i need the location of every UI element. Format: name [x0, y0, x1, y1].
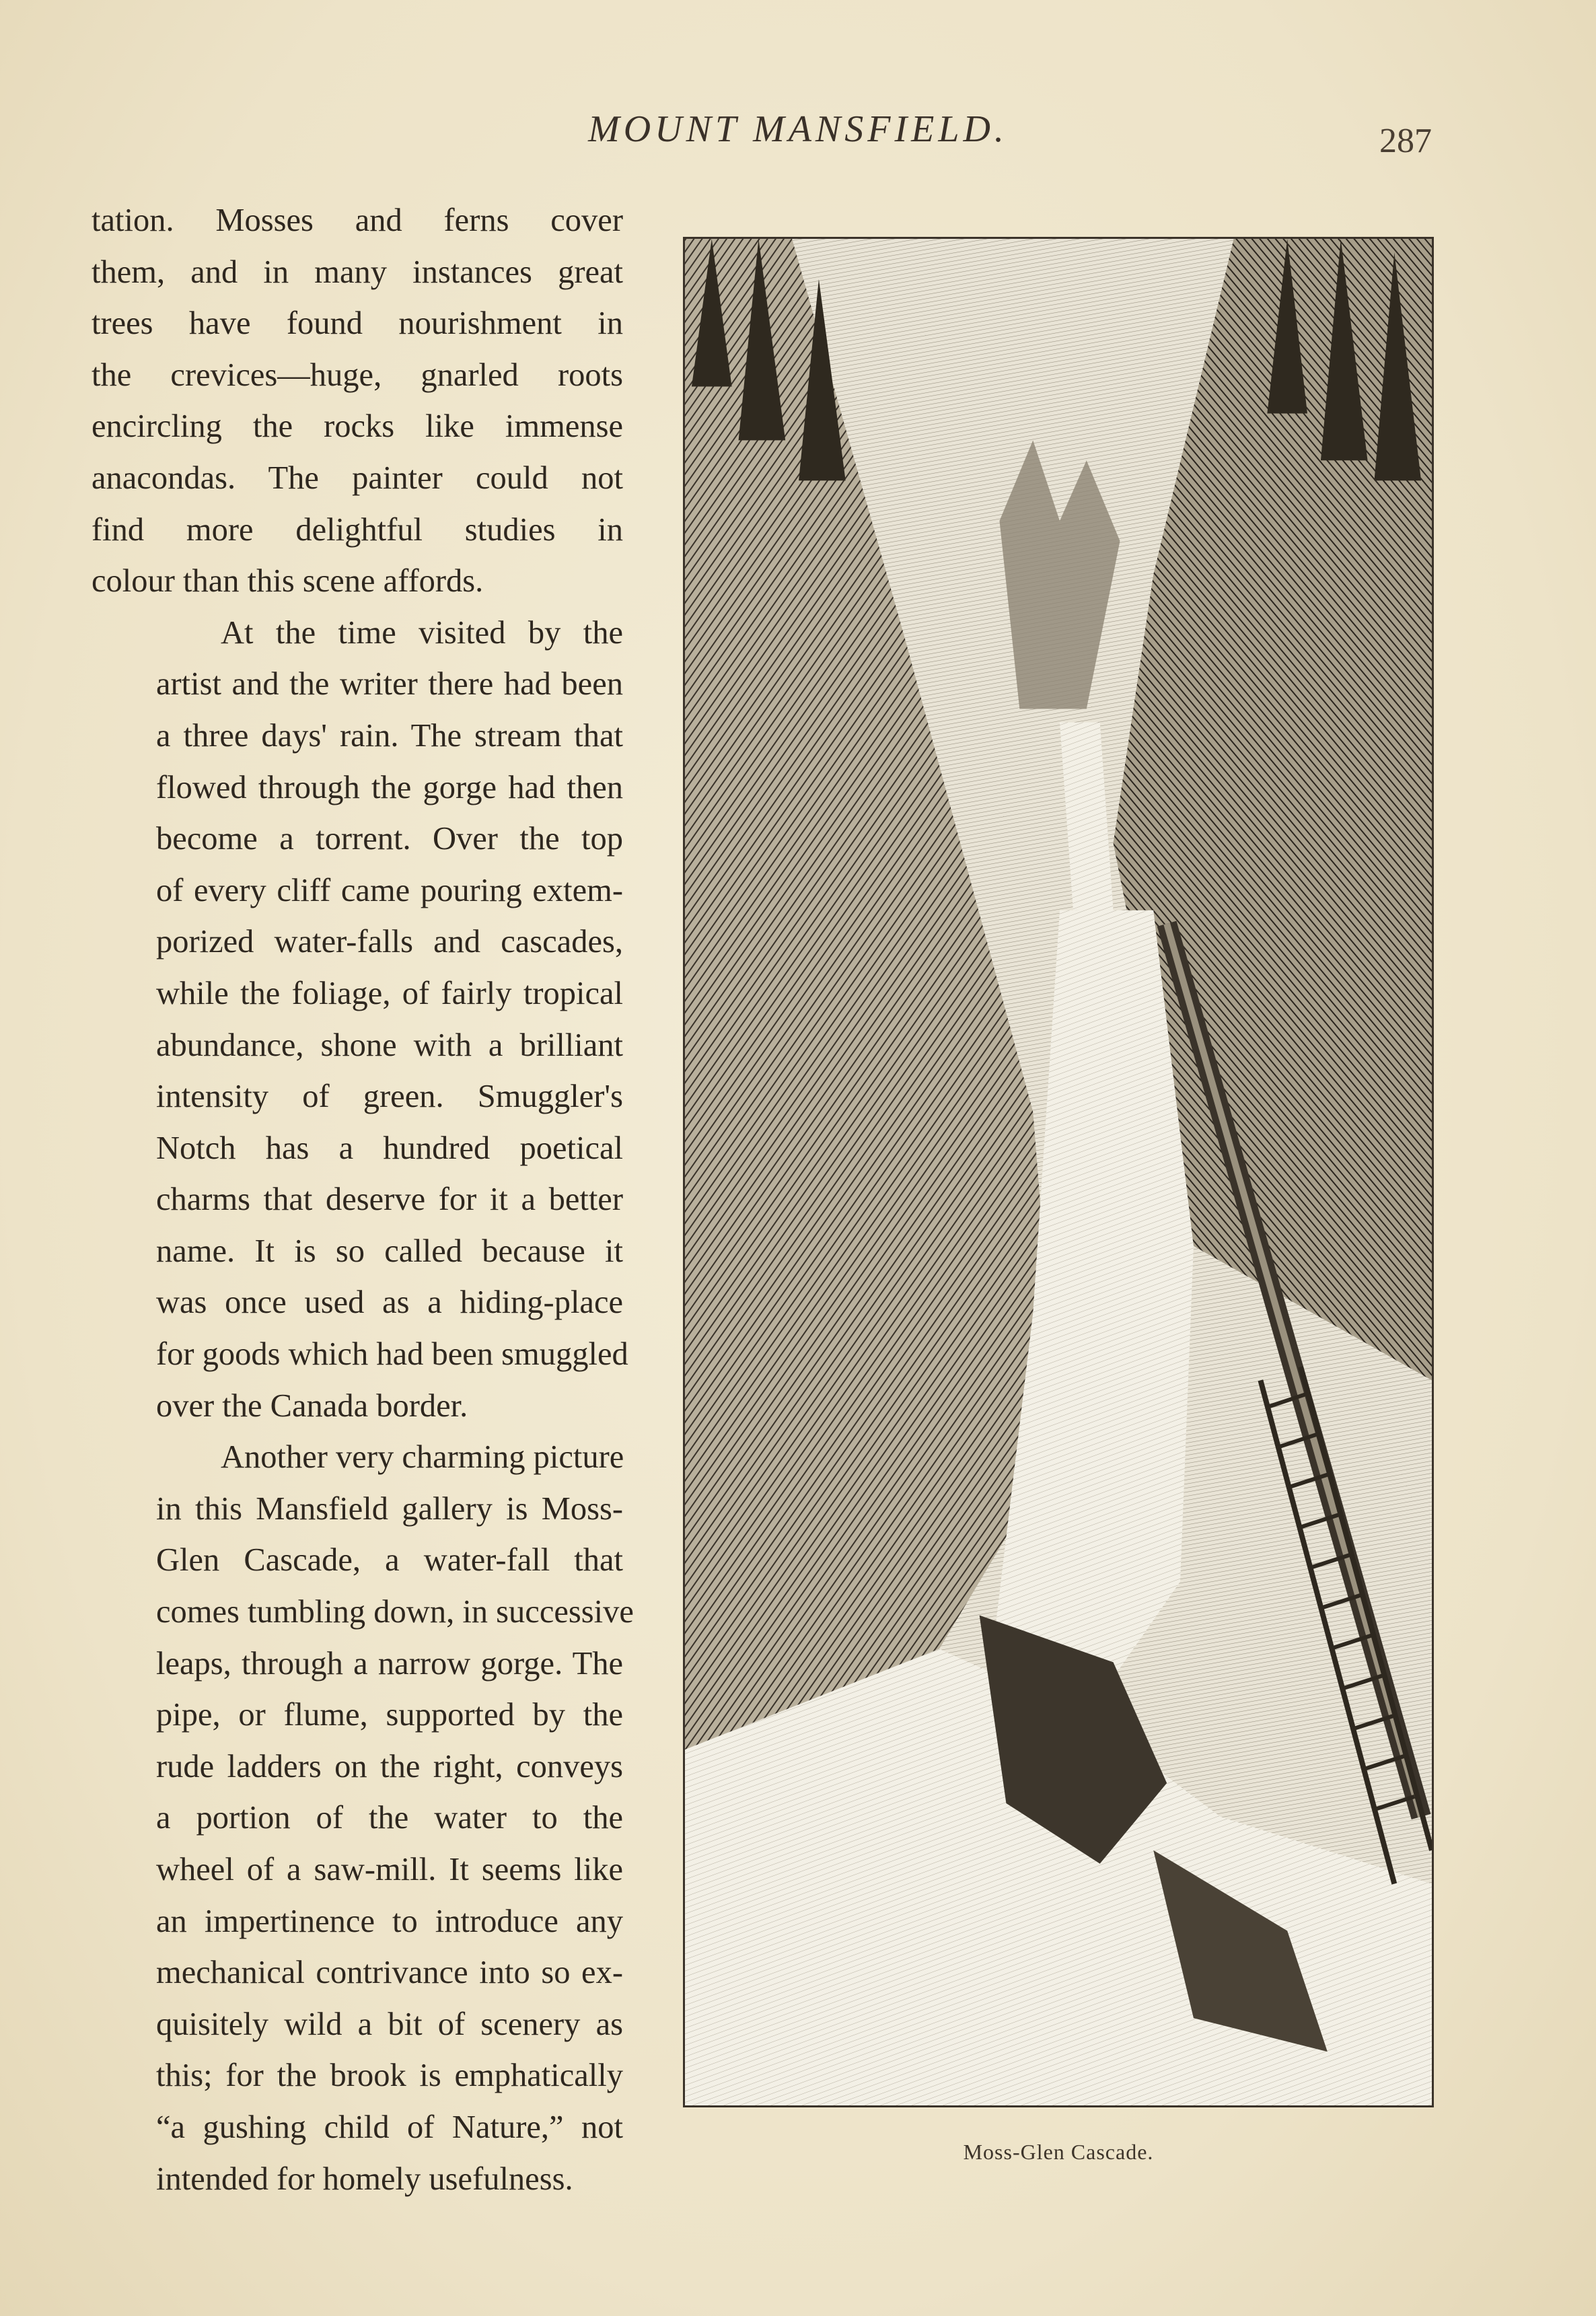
- text-line: leaps, through a narrow gorge. The: [156, 1645, 623, 1681]
- text-line: mechanical contrivance into so ex-: [156, 1955, 623, 1991]
- text-line: intensity of green. Smuggler's: [156, 1079, 623, 1115]
- text-line: Glen Cascade, a water-fall that: [156, 1542, 623, 1579]
- text-line: rude ladders on the right, conveys: [156, 1748, 623, 1784]
- text-line: intended for homely usefulness.: [156, 2161, 573, 2197]
- text-line: porized water-falls and cascades,: [156, 924, 623, 960]
- text-line: pipe, or flume, supported by the: [156, 1697, 623, 1733]
- figure-caption: Moss-Glen Cascade.: [963, 2140, 1154, 2164]
- text-line: of every cliff came pouring extem-: [156, 872, 623, 908]
- text-line: a three days' rain. The stream that: [156, 717, 623, 754]
- text-line: become a torrent. Over the top: [156, 821, 623, 857]
- text-line: over the Canada border.: [156, 1387, 468, 1424]
- text-line: charms that deserve for it a better: [156, 1182, 623, 1218]
- text-line: in this Mansfield gallery is Moss-: [156, 1490, 623, 1527]
- text-line: comes tumbling down, in successive: [156, 1594, 634, 1630]
- running-title: MOUNT MANSFIELD.: [588, 108, 1008, 150]
- text-line: colour than this scene affords.: [92, 563, 484, 600]
- waterfall-engraving: [685, 239, 1432, 2105]
- text-line: “a gushing child of Nature,” not: [156, 2109, 623, 2145]
- engraving-illustration: [683, 237, 1434, 2107]
- text-column: [92, 195, 634, 2205]
- text-line: was once used as a hiding-place: [156, 1284, 623, 1321]
- text-line: artist and the writer there had been: [156, 666, 623, 702]
- paragraph-3: [92, 1432, 634, 2205]
- text-line: them, and in many instances great: [92, 254, 623, 290]
- text-line: an impertinence to introduce any: [156, 1903, 623, 1939]
- text-line: abundance, shone with a brilliant: [156, 1027, 623, 1063]
- paragraph-1: [92, 195, 623, 608]
- text-line: anacondas. The painter could not: [92, 460, 623, 496]
- text-line: flowed through the gorge had then: [156, 769, 623, 805]
- text-line: find more delightful studies in: [92, 511, 623, 548]
- text-line: while the foliage, of fairly tropical: [156, 975, 623, 1011]
- page-number: 287: [1379, 122, 1432, 160]
- text-line: At the time visited by the: [221, 614, 623, 651]
- text-line: for goods which had been smuggled: [156, 1336, 628, 1373]
- text-line: tation. Mosses and ferns cover: [92, 203, 623, 238]
- text-line: a portion of the water to the: [156, 1800, 623, 1836]
- text-line: encircling the rocks like immense: [92, 408, 623, 445]
- text-line: wheel of a saw-mill. It seems like: [156, 1852, 623, 1887]
- text-line: the crevices—huge, gnarled roots: [92, 357, 623, 393]
- text-line: quisitely wild a bit of scenery as: [156, 2006, 623, 2042]
- paragraph-2: [92, 608, 628, 1433]
- text-line: Another very charming picture: [221, 1439, 624, 1476]
- text-line: this; for the brook is emphatically: [156, 2058, 623, 2094]
- text-line: Notch has a hundred poetical: [156, 1130, 623, 1166]
- text-line: name. It is so called because it: [156, 1233, 623, 1269]
- text-line: trees have found nourishment in: [92, 305, 623, 342]
